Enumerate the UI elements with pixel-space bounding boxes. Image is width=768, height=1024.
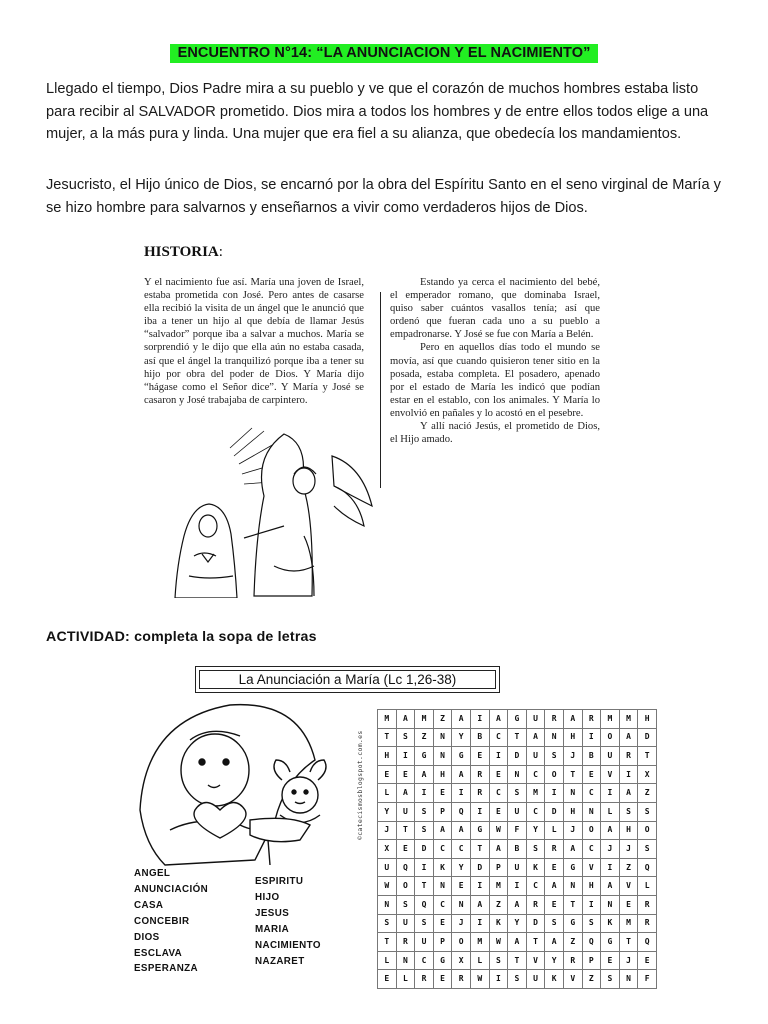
grid-cell: C	[526, 802, 545, 821]
grid-cell: G	[433, 951, 452, 970]
grid-cell: S	[415, 802, 434, 821]
grid-cell: U	[526, 970, 545, 989]
grid-cell: N	[601, 895, 620, 914]
grid-cell: T	[526, 933, 545, 952]
word-item: ANUNCIACIÓN	[134, 883, 209, 895]
grid-cell: A	[619, 728, 638, 747]
grid-cell: E	[601, 951, 620, 970]
grid-cell: E	[470, 747, 489, 766]
grid-cell: N	[619, 970, 638, 989]
grid-row	[378, 914, 657, 933]
grid-cell: N	[378, 895, 397, 914]
grid-cell: I	[396, 747, 415, 766]
grid-cell: P	[489, 858, 508, 877]
story-right-paragraph: Estando ya cerca el nacimiento del bebé, el emperador romano, que dominaba Israel, quiso saber cuántos vasallos tenía; así que ordenó que fueran cada uno a su pueblo a empadronarse. Y José se fue con María a Belén.	[390, 277, 600, 341]
grid-cell: E	[433, 970, 452, 989]
grid-cell: V	[563, 970, 582, 989]
grid-cell: T	[378, 933, 397, 952]
grid-cell: M	[619, 710, 638, 729]
grid-cell: I	[470, 710, 489, 729]
grid-cell: T	[563, 765, 582, 784]
grid-cell: S	[638, 840, 657, 859]
word-item: ESPERANZA	[134, 963, 199, 975]
grid-cell: S	[619, 802, 638, 821]
grid-cell: M	[489, 877, 508, 896]
grid-cell: D	[508, 747, 527, 766]
grid-cell: T	[415, 877, 434, 896]
mary-child-illustration	[130, 700, 350, 870]
grid-row	[378, 877, 657, 896]
grid-cell: U	[508, 802, 527, 821]
grid-cell: N	[508, 765, 527, 784]
grid-cell: Z	[415, 728, 434, 747]
grid-cell: D	[545, 802, 564, 821]
grid-cell: R	[470, 765, 489, 784]
grid-cell: Z	[433, 710, 452, 729]
grid-cell: L	[396, 970, 415, 989]
grid-cell: T	[563, 895, 582, 914]
grid-cell: K	[489, 914, 508, 933]
grid-cell: A	[433, 821, 452, 840]
grid-cell: H	[619, 821, 638, 840]
grid-cell: A	[452, 765, 471, 784]
grid-cell: R	[638, 895, 657, 914]
grid-cell: A	[563, 710, 582, 729]
grid-cell: D	[470, 858, 489, 877]
grid-cell: W	[378, 877, 397, 896]
grid-cell: G	[470, 821, 489, 840]
grid-cell: J	[452, 914, 471, 933]
grid-cell: P	[582, 951, 601, 970]
word-item: DIOS	[134, 931, 160, 943]
grid-cell: R	[526, 895, 545, 914]
grid-cell: A	[508, 895, 527, 914]
grid-cell: J	[378, 821, 397, 840]
grid-cell: Q	[638, 858, 657, 877]
grid-cell: A	[452, 710, 471, 729]
grid-cell: S	[378, 914, 397, 933]
grid-cell: U	[526, 710, 545, 729]
grid-row	[378, 970, 657, 989]
story-right-paragraph: Pero en aquellos días todo el mundo se movía, así que cuando quisieron tener sitio en la posada, estaba completa. El posadero, apenado por el estado de María les indicó que podían estar en el establo, con los animales. Y María lo envolvió en pañales y lo acostó en el pesebre.	[390, 342, 600, 419]
grid-cell: I	[489, 747, 508, 766]
grid-cell: V	[582, 858, 601, 877]
grid-cell: I	[452, 784, 471, 803]
grid-cell: Y	[452, 728, 471, 747]
grid-cell: G	[452, 747, 471, 766]
grid-cell: J	[563, 821, 582, 840]
grid-cell: R	[638, 914, 657, 933]
grid-cell: E	[378, 765, 397, 784]
grid-cell: D	[638, 728, 657, 747]
grid-cell: Y	[545, 951, 564, 970]
grid-cell: A	[563, 840, 582, 859]
grid-cell: R	[563, 951, 582, 970]
grid-cell: S	[508, 784, 527, 803]
grid-cell: R	[470, 784, 489, 803]
grid-cell: E	[489, 765, 508, 784]
grid-cell: Y	[508, 914, 527, 933]
grid-cell: O	[545, 765, 564, 784]
grid-cell: D	[526, 914, 545, 933]
grid-cell: M	[601, 710, 620, 729]
grid-cell: U	[396, 802, 415, 821]
grid-cell: M	[470, 933, 489, 952]
grid-cell: K	[601, 914, 620, 933]
grid-cell: E	[489, 802, 508, 821]
word-item: ESCLAVA	[134, 947, 183, 959]
grid-cell: R	[545, 840, 564, 859]
grid-cell: I	[470, 877, 489, 896]
grid-cell: L	[601, 802, 620, 821]
grid-cell: E	[638, 951, 657, 970]
story-right-paragraph: Y allí nació Jesús, el prometido de Dios, el Hijo amado.	[390, 421, 600, 446]
grid-cell: C	[489, 784, 508, 803]
word-item: NACIMIENTO	[255, 939, 321, 951]
grid-cell: K	[545, 970, 564, 989]
watermark: ©catecismosblogspot.com.es	[356, 730, 364, 840]
grid-cell: D	[415, 840, 434, 859]
grid-row	[378, 765, 657, 784]
grid-cell: I	[601, 858, 620, 877]
grid-cell: N	[396, 951, 415, 970]
grid-cell: E	[545, 858, 564, 877]
grid-row	[378, 895, 657, 914]
intro-paragraph-1: Llegado el tiempo, Dios Padre mira a su pueblo y ve que el corazón de muchos hombres estaba listo para recibir al SALVADOR prometido. Dios mira a todos los hombres y de entre ellos todos elige a una mujer, a la más pura y linda. Una mujer que era fiel a su alianza, que obedecía los mandamientos.	[46, 81, 709, 142]
grid-cell: O	[396, 877, 415, 896]
grid-cell: A	[545, 877, 564, 896]
grid-cell: C	[433, 895, 452, 914]
grid-cell: O	[601, 728, 620, 747]
grid-cell: Y	[378, 802, 397, 821]
grid-cell: C	[415, 951, 434, 970]
grid-cell: U	[526, 747, 545, 766]
grid-cell: X	[378, 840, 397, 859]
grid-cell: G	[415, 747, 434, 766]
grid-cell: R	[545, 710, 564, 729]
story-right-column	[390, 276, 600, 446]
grid-cell: R	[396, 933, 415, 952]
grid-cell: O	[582, 821, 601, 840]
grid-cell: H	[563, 802, 582, 821]
grid-cell: I	[601, 784, 620, 803]
word-item: ANGEL	[134, 868, 171, 879]
grid-row	[378, 821, 657, 840]
grid-cell: I	[415, 784, 434, 803]
grid-cell: W	[489, 821, 508, 840]
grid-row	[378, 710, 657, 729]
grid-cell: H	[378, 747, 397, 766]
grid-cell: N	[582, 802, 601, 821]
grid-cell: I	[489, 970, 508, 989]
word-item: CONCEBIR	[134, 915, 190, 927]
annunciation-illustration	[144, 426, 378, 598]
grid-cell: R	[415, 970, 434, 989]
grid-cell: H	[638, 710, 657, 729]
grid-cell: W	[489, 933, 508, 952]
grid-cell: C	[582, 840, 601, 859]
grid-cell: M	[415, 710, 434, 729]
grid-cell: A	[508, 933, 527, 952]
puzzle-title-box	[195, 666, 500, 693]
grid-cell: Q	[638, 933, 657, 952]
grid-cell: B	[470, 728, 489, 747]
grid-cell: F	[638, 970, 657, 989]
grid-cell: U	[396, 914, 415, 933]
grid-cell: L	[638, 877, 657, 896]
historia-heading-text: HISTORIA	[144, 244, 219, 260]
grid-cell: J	[601, 840, 620, 859]
grid-cell: L	[470, 951, 489, 970]
grid-cell: M	[619, 914, 638, 933]
grid-cell: H	[582, 877, 601, 896]
grid-cell: Y	[452, 858, 471, 877]
grid-cell: U	[601, 747, 620, 766]
grid-cell: Q	[415, 895, 434, 914]
grid-cell: M	[526, 784, 545, 803]
grid-cell: E	[619, 895, 638, 914]
grid-cell: H	[563, 728, 582, 747]
grid-cell: C	[433, 840, 452, 859]
grid-cell: V	[601, 765, 620, 784]
historia-heading	[144, 244, 223, 261]
grid-cell: N	[563, 877, 582, 896]
grid-cell: R	[582, 710, 601, 729]
grid-cell: I	[582, 728, 601, 747]
grid-cell: I	[582, 895, 601, 914]
grid-cell: A	[489, 840, 508, 859]
grid-cell: E	[433, 914, 452, 933]
grid-row	[378, 840, 657, 859]
grid-cell: U	[508, 858, 527, 877]
grid-cell: T	[619, 933, 638, 952]
grid-cell: V	[526, 951, 545, 970]
grid-cell: E	[582, 765, 601, 784]
intro-paragraph-2: Jesucristo, el Hijo único de Dios, se encarnó por la obra del Espíritu Santo en el seno virginal de María y se hizo hombre para salvarnos y enseñarnos a vivir como verdaderos hijos de Dios.	[46, 177, 721, 216]
grid-cell: S	[508, 970, 527, 989]
grid-row	[378, 728, 657, 747]
grid-cell: A	[619, 784, 638, 803]
grid-cell: E	[452, 877, 471, 896]
grid-cell: S	[638, 802, 657, 821]
word-item: ESPIRITU	[255, 876, 304, 887]
grid-row	[378, 933, 657, 952]
grid-cell: P	[433, 933, 452, 952]
grid-cell: T	[396, 821, 415, 840]
grid-cell: U	[378, 858, 397, 877]
grid-cell: Z	[563, 933, 582, 952]
grid-cell: G	[508, 710, 527, 729]
grid-row	[378, 858, 657, 877]
grid-cell: A	[396, 710, 415, 729]
page-title: ENCUENTRO N°14: “LA ANUNCIACION Y EL NACIMIENTO”	[170, 44, 598, 63]
grid-cell: C	[526, 765, 545, 784]
grid-cell: I	[470, 914, 489, 933]
grid-cell: N	[433, 877, 452, 896]
grid-cell: S	[526, 840, 545, 859]
grid-cell: E	[545, 895, 564, 914]
grid-cell: Z	[582, 970, 601, 989]
grid-cell: S	[396, 728, 415, 747]
word-list-right	[255, 874, 321, 969]
word-item: HIJO	[255, 891, 280, 903]
grid-cell: S	[415, 821, 434, 840]
grid-row	[378, 802, 657, 821]
grid-cell: E	[396, 765, 415, 784]
grid-cell: Z	[619, 858, 638, 877]
grid-cell: Q	[396, 858, 415, 877]
grid-cell: X	[452, 951, 471, 970]
grid-cell: U	[415, 933, 434, 952]
historia-heading-colon: :	[218, 244, 223, 260]
grid-cell: N	[563, 784, 582, 803]
grid-cell: Y	[526, 821, 545, 840]
grid-cell: S	[582, 914, 601, 933]
grid-cell: V	[619, 877, 638, 896]
grid-cell: I	[508, 877, 527, 896]
grid-cell: T	[378, 728, 397, 747]
grid-cell: A	[396, 784, 415, 803]
grid-cell: S	[545, 747, 564, 766]
word-list-left	[134, 866, 208, 977]
grid-cell: T	[638, 747, 657, 766]
grid-cell: T	[470, 840, 489, 859]
grid-cell: B	[508, 840, 527, 859]
grid-cell: C	[582, 784, 601, 803]
grid-cell: L	[378, 784, 397, 803]
grid-cell: E	[378, 970, 397, 989]
grid-cell: G	[563, 858, 582, 877]
grid-cell: H	[433, 765, 452, 784]
grid-cell: K	[433, 858, 452, 877]
grid-cell: O	[638, 821, 657, 840]
grid-cell: O	[452, 933, 471, 952]
grid-cell: N	[545, 728, 564, 747]
word-item: NAZARET	[255, 955, 305, 967]
grid-cell: T	[508, 728, 527, 747]
grid-cell: A	[489, 710, 508, 729]
grid-cell: A	[526, 728, 545, 747]
grid-cell: L	[378, 951, 397, 970]
grid-row	[378, 784, 657, 803]
grid-cell: I	[619, 765, 638, 784]
grid-cell: F	[508, 821, 527, 840]
grid-row	[378, 747, 657, 766]
word-search-grid	[377, 709, 657, 989]
grid-cell: I	[470, 802, 489, 821]
grid-cell: N	[433, 747, 452, 766]
grid-cell: W	[470, 970, 489, 989]
grid-row	[378, 951, 657, 970]
grid-cell: J	[563, 747, 582, 766]
word-item: MARIA	[255, 923, 290, 935]
grid-cell: A	[452, 821, 471, 840]
grid-cell: S	[415, 914, 434, 933]
grid-cell: R	[619, 747, 638, 766]
column-divider	[380, 292, 381, 488]
word-item: CASA	[134, 899, 164, 911]
grid-cell: Q	[452, 802, 471, 821]
grid-cell: R	[452, 970, 471, 989]
grid-cell: X	[638, 765, 657, 784]
word-item: JESUS	[255, 907, 290, 919]
grid-cell: A	[601, 821, 620, 840]
grid-cell: N	[433, 728, 452, 747]
grid-cell: J	[619, 840, 638, 859]
grid-cell: L	[545, 821, 564, 840]
grid-cell: P	[433, 802, 452, 821]
puzzle-title: La Anunciación a María (Lc 1,26-38)	[199, 670, 496, 689]
grid-cell: A	[470, 895, 489, 914]
grid-cell: T	[508, 951, 527, 970]
grid-cell: B	[582, 747, 601, 766]
grid-cell: S	[396, 895, 415, 914]
grid-cell: E	[433, 784, 452, 803]
grid-cell: I	[415, 858, 434, 877]
grid-cell: K	[526, 858, 545, 877]
grid-cell: G	[563, 914, 582, 933]
grid-cell: Q	[582, 933, 601, 952]
grid-cell: Z	[489, 895, 508, 914]
grid-cell: S	[489, 951, 508, 970]
grid-cell: N	[452, 895, 471, 914]
story-left-column: Y el nacimiento fue así. María una joven de Israel, estaba prometida con José. Pero antes de casarse ella recibió la visita de un ángel que le anunció que iba a tener un hijo al que debía de llamar Jesús “salvador” porque iba a salvar a muchos. María se sorprendió y le dijo que ella aún no estaba casada, así que el ángel la tranquilizó porque iba a tener su hijo por obra del poder de Dios. Y María dijo “hágase como el Señor dice”. Y María y José se casaron y José trabajaba de carpintero.	[144, 277, 364, 406]
grid-cell: A	[415, 765, 434, 784]
grid-cell: I	[545, 784, 564, 803]
grid-cell: Z	[638, 784, 657, 803]
grid-cell: J	[619, 951, 638, 970]
grid-cell: C	[452, 840, 471, 859]
grid-cell: A	[545, 933, 564, 952]
activity-label: ACTIVIDAD: completa la sopa de letras	[46, 629, 317, 645]
grid-cell: C	[489, 728, 508, 747]
grid-cell: A	[601, 877, 620, 896]
grid-cell: S	[601, 970, 620, 989]
grid-cell: M	[378, 710, 397, 729]
grid-cell: S	[545, 914, 564, 933]
grid-cell: G	[601, 933, 620, 952]
grid-cell: E	[396, 840, 415, 859]
grid-cell: C	[526, 877, 545, 896]
